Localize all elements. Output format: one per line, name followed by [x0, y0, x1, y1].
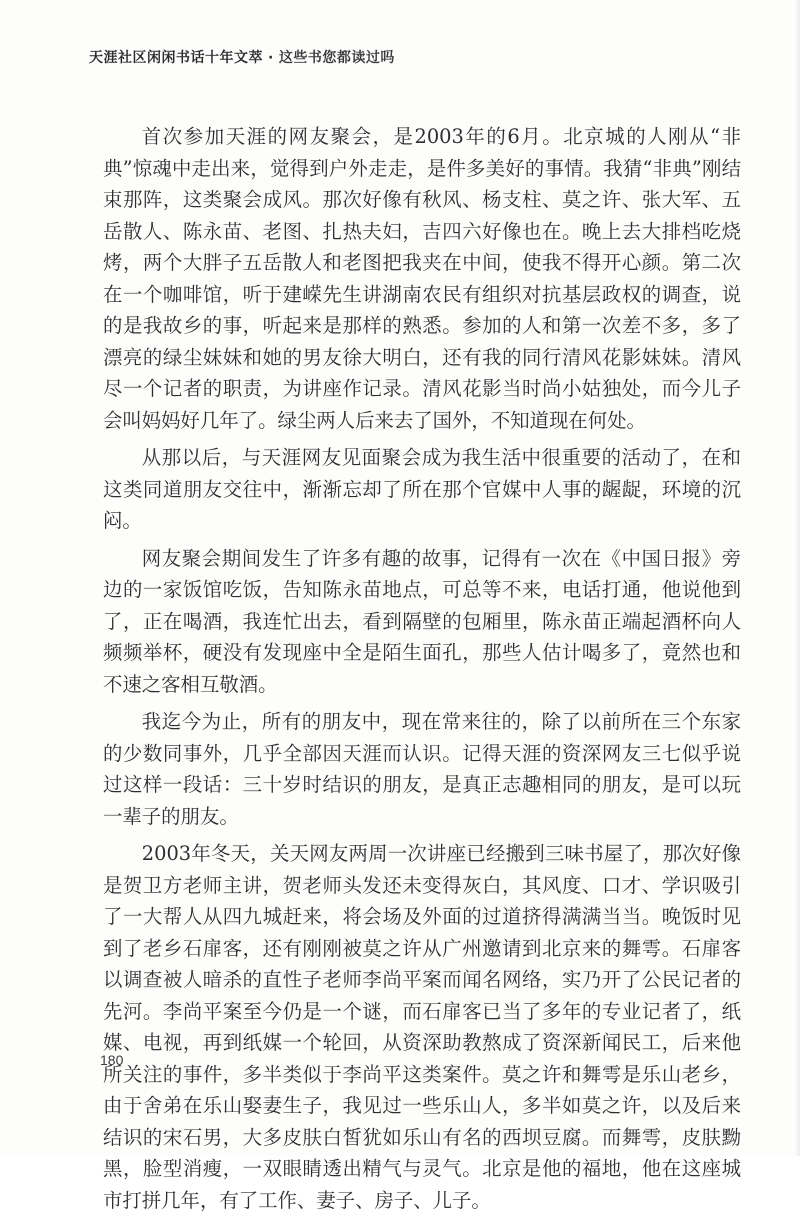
running-header — [89, 47, 709, 67]
paragraph: 从那以后，与天涯网友见面聚会成为我生活中很重要的活动了，在和这类同道朋友交往中，渐渐忘却了所在那个官媒中人事的龌龊，环境的沉闷。 — [103, 446, 741, 532]
page-number: 180 — [100, 1052, 124, 1068]
paragraph: 2003年冬天，关天网友两周一次讲座已经搬到三味书屋了，那次好像是贺卫方老师主讲，贺老师头发还未变得灰白，其风度、口才、学识吸引了一大帮人从四九城赶来，将会场及外面的过道挤得满满当当。晚饭时见到了老乡石扉客，还有刚刚被莫之许从广州邀请到北京来的舞雩。石扉客以调查被人暗杀的直性子老师李尚平案而闻名网络，实乃开了公民记者的先河。李尚平案至今仍是一个谜，而石扉客已当了多年的专业记者了，纸媒、电视，再到纸媒一个轮回，从资深助教熬成了资深新闻民工，后来他所关注的事件，多半类似于李尚平这类案件。莫之许和舞雩是乐山老乡，由于舍弟在乐山娶妻生子，我见过一些乐山人，多半如莫之许，以及后来结识的宋石男，大多皮肤白皙犹如乐山有名的西坝豆腐。而舞雩，皮肤黝黑，脸型消瘦，一双眼睛透出精气与灵气。北京是他的福地，他在这座城市打拼几年，有了工作、妻子、房子、儿子。 — [103, 842, 741, 1212]
paragraph: 我迄今为止，所有的朋友中，现在常来往的，除了以前所在三个东家的少数同事外，几乎全部因天涯而认识。记得天涯的资深网友三七似乎说过这样一段话：三十岁时结识的朋友，是真正志趣相同的朋友，是可以玩一辈子的朋友。 — [103, 710, 741, 828]
paragraph: 网友聚会期间发生了许多有趣的故事，记得有一次在《中国日报》旁边的一家饭馆吃饭，告知陈永苗地点，可总等不来，电话打通，他说他到了，正在喝酒，我连忙出去，看到隔壁的包厢里，陈永苗正端起酒杯向人频频举杯，硬没有发现座中全是陌生面孔，那些人估计喝多了，竟然也和不速之客相互敬酒。 — [103, 546, 741, 696]
body-text — [103, 121, 741, 1222]
paragraph: 首次参加天涯的网友聚会，是2003年的6月。北京城的人刚从“非典”惊魂中走出来，觉得到户外走走，是件多美好的事情。我猜“非典”刚结束那阵，这类聚会成风。那次好像有秋风、杨支柱、莫之许、张大军、五岳散人、陈永苗、老图、扎热夫妇，吉四六好像也在。晚上去大排档吃烧烤，两个大胖子五岳散人和老图把我夹在中间，使我不得开心颜。第二次在一个咖啡馆，听于建嵘先生讲湖南农民有组织对抗基层政权的调查，说的是我故乡的事，听起来是那样的熟悉。参加的人和第一次差不多，多了漂亮的绿尘妹妹和她的男友徐大明白，还有我的同行清风花影妹妹。清风尽一个记者的职责，为讲座作记录。清风花影当时尚小姑独处，而今儿子会叫妈妈好几年了。绿尘两人后来去了国外，不知道现在何处。 — [103, 125, 741, 432]
book-title: 天涯社区闲闲书话十年文萃 — [89, 50, 263, 66]
header-separator: · — [268, 50, 274, 66]
section-title: 这些书您都读过吗 — [278, 50, 395, 66]
page-edge-shadow — [794, 0, 800, 1156]
